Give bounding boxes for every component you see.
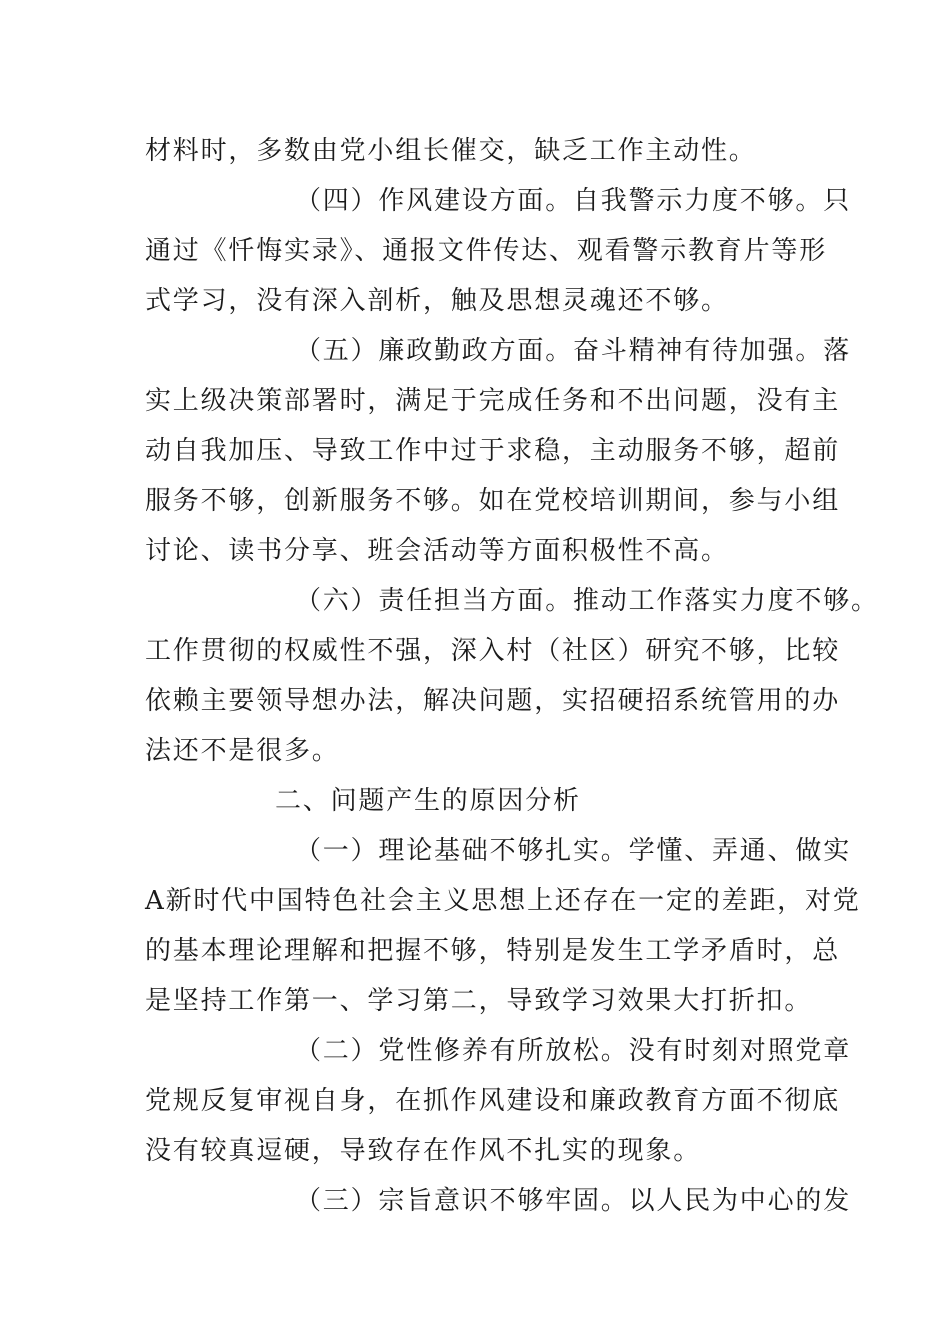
- text-line: 材料时，多数由党小组长催交，缺乏工作主动性。: [145, 136, 757, 166]
- text-line: A新时代中国特色社会主义思想上还存在一定的差距，对党: [145, 886, 861, 916]
- text-line: 是坚持工作第一、学习第二，导致学习效果大打折扣。: [145, 986, 813, 1016]
- text-line: （四）作风建设方面。自我警示力度不够。只: [295, 186, 852, 216]
- text-line: （六）责任担当方面。推动工作落实力度不够。: [295, 586, 879, 616]
- text-line: 讨论、读书分享、班会活动等方面积极性不高。: [145, 536, 729, 566]
- text-line: 实上级决策部署时，满足于完成任务和不出问题，没有主: [145, 386, 841, 416]
- text-line: 依赖主要领导想办法，解决问题，实招硬招系统管用的办: [145, 686, 841, 716]
- text-line: 没有较真逗硬，导致存在作风不扎实的现象。: [145, 1136, 702, 1166]
- text-line: （一）理论基础不够扎实。学懂、弄通、做实: [295, 836, 852, 866]
- text-line: 法还不是很多。: [145, 736, 340, 766]
- text-line: （三）宗旨意识不够牢固。以人民为中心的发: [295, 1186, 852, 1216]
- text-line: （五）廉政勤政方面。奋斗精神有待加强。落: [295, 336, 852, 366]
- text-line: 服务不够，创新服务不够。如在党校培训期间，参与小组: [145, 486, 841, 516]
- text-line: 的基本理论理解和把握不够，特别是发生工学矛盾时，总: [145, 936, 841, 966]
- text-line: 通过《忏悔实录》、通报文件传达、观看警示教育片等形: [145, 236, 828, 266]
- text-line: 党规反复审视自身，在抓作风建设和廉政教育方面不彻底: [145, 1086, 841, 1116]
- section-heading: 二、问题产生的原因分析: [275, 786, 581, 816]
- text-line: 式学习，没有深入剖析，触及思想灵魂还不够。: [145, 286, 729, 316]
- text-line: 工作贯彻的权威性不强，深入村（社区）研究不够，比较: [145, 636, 841, 666]
- text-line: （二）党性修养有所放松。没有时刻对照党章: [295, 1036, 852, 1066]
- text-line: 动自我加压、导致工作中过于求稳，主动服务不够，超前: [145, 436, 841, 466]
